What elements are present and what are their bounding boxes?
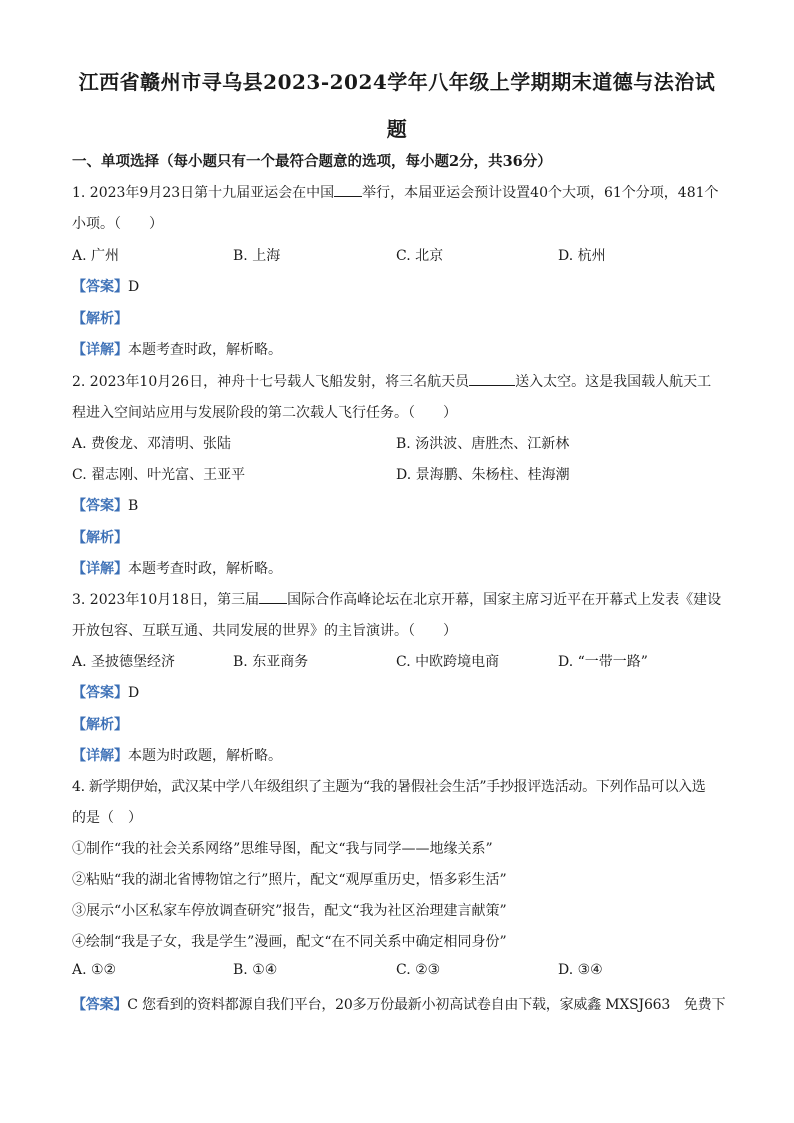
question-1-option-c: C. 北京 — [396, 248, 444, 264]
answer-label: 【答案】 — [72, 279, 128, 295]
detail-text: 本题考查时政，解析略。 — [128, 561, 282, 577]
detail-label: 【详解】 — [72, 748, 128, 764]
question-4-option-b: B. ①④ — [233, 962, 278, 978]
question-2-option-d: D. 景海鹏、朱杨柱、桂海潮 — [396, 467, 570, 483]
section-heading: 一、单项选择（每小题只有一个最符合题意的选项，每小题2分，共36分） — [72, 153, 552, 170]
question-2-detail — [72, 558, 282, 578]
question-2-option-b: B. 汤洪波、唐胜杰、江新林 — [396, 436, 570, 452]
question-4-item-2: ②粘贴“我的湖北省博物馆之行”照片，配文“观厚重历史，悟多彩生活” — [72, 872, 507, 888]
question-1-blank — [334, 184, 362, 197]
question-4-answer — [72, 994, 725, 1014]
answer-label: 【答案】 — [72, 997, 128, 1013]
question-1-option-d: D. 杭州 — [558, 248, 606, 264]
question-2-analysis — [72, 527, 128, 547]
question-4-option-a: A. ①② — [72, 962, 117, 978]
question-1-stem — [72, 182, 719, 202]
document-title-line-1: 江西省赣州市寻乌县2023-2024学年八年级上学期期末道德与法治试 — [78, 70, 716, 94]
detail-label: 【详解】 — [72, 561, 128, 577]
question-2-text-b: 送入太空。这是我国载人航天工 — [515, 374, 712, 390]
question-2-text-a: 2. 2023年10月26日，神舟十七号载人飞船发射，将三名航天员 — [72, 374, 470, 390]
watermark-notice: 您看到的资料都源自我们平台，20多万份最新小初高试卷自由下载，家威鑫 MXSJ663 免费下 — [141, 997, 726, 1013]
question-4-stem-cont: 的是（ ） — [72, 810, 142, 826]
document-title-line-2: 题 — [386, 117, 408, 141]
question-2-stem-cont: 程进入空间站应用与发展阶段的第二次载人飞行任务。（ ） — [72, 405, 457, 421]
question-1-analysis — [72, 308, 128, 328]
question-3-stem-cont: 开放包容、互联互通、共同发展的世界》的主旨演讲。（ ） — [72, 623, 457, 639]
question-2-option-c: C. 翟志刚、叶光富、王亚平 — [72, 467, 246, 483]
analysis-label: 【解析】 — [72, 530, 128, 546]
question-1-text-a: 1. 2023年9月23日第十九届亚运会在中国 — [72, 185, 335, 201]
question-4-item-1: ①制作“我的社会关系网络”思维导图，配文“我与同学——地缘关系” — [72, 841, 493, 857]
question-2-stem — [72, 371, 711, 391]
question-1-detail — [72, 339, 282, 359]
answer-value: D — [128, 279, 140, 295]
detail-text: 本题考查时政，解析略。 — [128, 342, 282, 358]
question-1-option-a: A. 广州 — [72, 248, 120, 264]
question-2-option-a: A. 费俊龙、邓清明、张陆 — [72, 436, 232, 452]
detail-text: 本题为时政题，解析略。 — [128, 748, 282, 764]
question-2-blank — [469, 373, 515, 386]
question-3-option-d: D. “一带一路” — [558, 654, 648, 670]
question-3-detail — [72, 745, 282, 765]
question-4-item-4: ④绘制“我是子女，我是学生”漫画，配文“在不同关系中确定相同身份” — [72, 934, 507, 950]
question-3-text-b: 国际合作高峰论坛在北京开幕，国家主席习近平在开幕式上发表《建设 — [287, 592, 722, 608]
question-1-text-b: 举行，本届亚运会预计设置40个大项，61个分项，481个 — [362, 185, 719, 201]
question-3-option-b: B. 东亚商务 — [233, 654, 309, 670]
question-3-blank — [259, 591, 287, 604]
question-2-answer — [72, 495, 138, 515]
question-1-answer — [72, 276, 139, 296]
question-3-answer — [72, 682, 139, 702]
question-3-text-a: 3. 2023年10月18日，第三届 — [72, 592, 260, 608]
analysis-label: 【解析】 — [72, 717, 128, 733]
detail-label: 【详解】 — [72, 342, 128, 358]
question-3-analysis — [72, 714, 128, 734]
question-3-stem — [72, 589, 721, 609]
question-1-stem-cont: 小项。（ ） — [72, 216, 163, 232]
answer-value: C — [127, 997, 138, 1013]
answer-value: D — [128, 685, 140, 701]
question-3-option-a: A. 圣披德堡经济 — [72, 654, 176, 670]
question-3-option-c: C. 中欧跨境电商 — [396, 654, 500, 670]
question-4-stem: 4. 新学期伊始，武汉某中学八年级组织了主题为“我的暑假社会生活”手抄报评选活动。下列作品可以入选 — [72, 779, 706, 795]
analysis-label: 【解析】 — [72, 311, 128, 327]
question-1-option-b: B. 上海 — [233, 248, 281, 264]
question-4-item-3: ③展示“小区私家车停放调查研究”报告，配文“我为社区治理建言献策” — [72, 903, 507, 919]
question-4-option-d: D. ③④ — [558, 962, 603, 978]
answer-label: 【答案】 — [72, 685, 128, 701]
question-4-option-c: C. ②③ — [396, 962, 441, 978]
answer-value: B — [128, 498, 139, 514]
answer-label: 【答案】 — [72, 498, 128, 514]
